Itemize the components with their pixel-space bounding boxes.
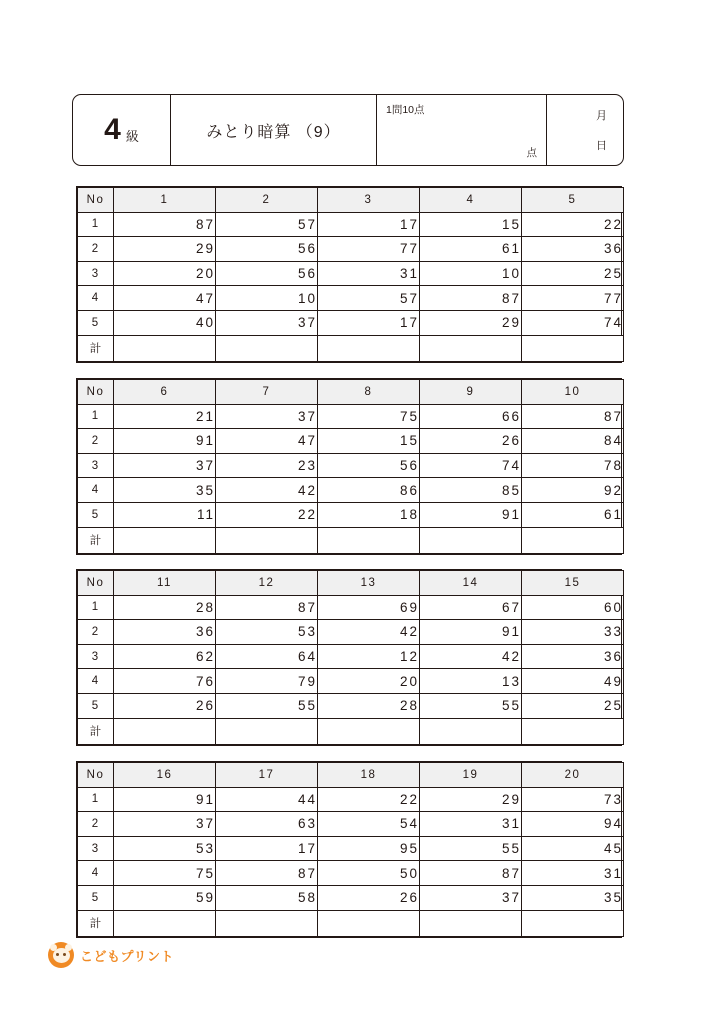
cell-value: 28 xyxy=(318,693,420,718)
table-row xyxy=(78,812,624,837)
table-header-row xyxy=(78,188,624,213)
grade-unit: 級 xyxy=(125,128,139,144)
cell-value: 31 xyxy=(318,261,420,286)
column-header: 1 xyxy=(114,188,216,213)
column-header: 8 xyxy=(318,380,420,405)
table-row xyxy=(78,453,624,478)
cell-value: 29 xyxy=(420,310,522,335)
bear-face-icon xyxy=(53,948,70,963)
cell-value: 29 xyxy=(420,787,522,812)
table-row xyxy=(78,620,624,645)
worksheet-header xyxy=(72,94,624,166)
cell-value: 87 xyxy=(420,286,522,311)
column-header: 15 xyxy=(522,571,624,596)
sum-answer-cell[interactable] xyxy=(318,718,420,744)
score-cell xyxy=(377,95,547,165)
cell-value: 57 xyxy=(318,286,420,311)
column-header: 10 xyxy=(522,380,624,405)
cell-value: 55 xyxy=(216,693,318,718)
cell-value: 36 xyxy=(522,644,624,669)
cell-value: 18 xyxy=(318,502,420,527)
cell-value: 47 xyxy=(114,286,216,311)
sum-answer-cell[interactable] xyxy=(114,335,216,361)
cell-value: 36 xyxy=(522,237,624,262)
sum-label: 計 xyxy=(78,718,114,744)
cell-value: 61 xyxy=(420,237,522,262)
cell-value: 59 xyxy=(114,885,216,910)
cell-value: 31 xyxy=(420,812,522,837)
no-header: No xyxy=(78,571,114,596)
footer-logo xyxy=(48,942,174,968)
sum-answer-cell[interactable] xyxy=(522,718,624,744)
cell-value: 29 xyxy=(114,237,216,262)
sum-row xyxy=(78,335,624,361)
cell-value: 85 xyxy=(420,478,522,503)
table-row xyxy=(78,669,624,694)
cell-value: 15 xyxy=(420,212,522,237)
cell-value: 84 xyxy=(522,429,624,454)
table-row xyxy=(78,787,624,812)
problem-block-4 xyxy=(76,761,622,938)
row-label: 4 xyxy=(78,669,114,694)
cell-value: 28 xyxy=(114,595,216,620)
cell-value: 21 xyxy=(114,404,216,429)
table-row xyxy=(78,429,624,454)
sum-row xyxy=(78,910,624,936)
table-row xyxy=(78,404,624,429)
table-row xyxy=(78,237,624,262)
column-header: 9 xyxy=(420,380,522,405)
problem-block-2 xyxy=(76,378,622,555)
cell-value: 37 xyxy=(114,812,216,837)
sum-answer-cell[interactable] xyxy=(420,527,522,553)
day-label: 日 xyxy=(596,140,607,152)
cell-value: 60 xyxy=(522,595,624,620)
no-header: No xyxy=(78,188,114,213)
sum-answer-cell[interactable] xyxy=(522,335,624,361)
cell-value: 87 xyxy=(114,212,216,237)
cell-value: 47 xyxy=(216,429,318,454)
cell-value: 31 xyxy=(522,861,624,886)
cell-value: 61 xyxy=(522,502,624,527)
sum-answer-cell[interactable] xyxy=(318,910,420,936)
column-header: 17 xyxy=(216,763,318,788)
row-label: 5 xyxy=(78,310,114,335)
row-label: 1 xyxy=(78,787,114,812)
sum-answer-cell[interactable] xyxy=(318,527,420,553)
sum-answer-cell[interactable] xyxy=(318,335,420,361)
cell-value: 26 xyxy=(318,885,420,910)
cell-value: 10 xyxy=(420,261,522,286)
problem-block-3 xyxy=(76,569,622,746)
cell-value: 67 xyxy=(420,595,522,620)
row-label: 1 xyxy=(78,595,114,620)
cell-value: 91 xyxy=(420,502,522,527)
sum-answer-cell[interactable] xyxy=(420,910,522,936)
date-cell xyxy=(547,95,623,165)
sum-answer-cell[interactable] xyxy=(114,527,216,553)
cell-value: 35 xyxy=(114,478,216,503)
table-header-row xyxy=(78,571,624,596)
table-row xyxy=(78,595,624,620)
sum-answer-cell[interactable] xyxy=(216,910,318,936)
logo-text: こどもプリント xyxy=(80,948,174,964)
cell-value: 53 xyxy=(216,620,318,645)
cell-value: 87 xyxy=(216,861,318,886)
cell-value: 37 xyxy=(420,885,522,910)
score-unit-label: 点 xyxy=(526,147,537,159)
cell-value: 91 xyxy=(420,620,522,645)
table-row xyxy=(78,286,624,311)
cell-value: 56 xyxy=(216,237,318,262)
sum-label: 計 xyxy=(78,335,114,361)
sum-answer-cell[interactable] xyxy=(216,718,318,744)
cell-value: 25 xyxy=(522,693,624,718)
row-label: 3 xyxy=(78,836,114,861)
row-label: 2 xyxy=(78,620,114,645)
sum-answer-cell[interactable] xyxy=(522,910,624,936)
cell-value: 74 xyxy=(522,310,624,335)
cell-value: 44 xyxy=(216,787,318,812)
cell-value: 56 xyxy=(318,453,420,478)
per-question-label: 1問10点 xyxy=(386,104,425,116)
cell-value: 22 xyxy=(318,787,420,812)
grade-cell xyxy=(73,95,171,165)
table-row xyxy=(78,502,624,527)
sum-answer-cell[interactable] xyxy=(114,910,216,936)
sum-row xyxy=(78,527,624,553)
column-header: 5 xyxy=(522,188,624,213)
cell-value: 95 xyxy=(318,836,420,861)
cell-value: 58 xyxy=(216,885,318,910)
cell-value: 45 xyxy=(522,836,624,861)
cell-value: 78 xyxy=(522,453,624,478)
cell-value: 15 xyxy=(318,429,420,454)
cell-value: 66 xyxy=(420,404,522,429)
column-header: 18 xyxy=(318,763,420,788)
cell-value: 87 xyxy=(216,595,318,620)
table-header-row xyxy=(78,763,624,788)
column-header: 12 xyxy=(216,571,318,596)
cell-value: 75 xyxy=(318,404,420,429)
table-row xyxy=(78,836,624,861)
row-label: 5 xyxy=(78,693,114,718)
problem-block-1 xyxy=(76,186,622,363)
row-label: 2 xyxy=(78,237,114,262)
cell-value: 91 xyxy=(114,429,216,454)
no-header: No xyxy=(78,380,114,405)
cell-value: 87 xyxy=(522,404,624,429)
column-header: 4 xyxy=(420,188,522,213)
sum-answer-cell[interactable] xyxy=(420,335,522,361)
cell-value: 36 xyxy=(114,620,216,645)
sum-answer-cell[interactable] xyxy=(114,718,216,744)
cell-value: 62 xyxy=(114,644,216,669)
cell-value: 26 xyxy=(114,693,216,718)
cell-value: 94 xyxy=(522,812,624,837)
cell-value: 64 xyxy=(216,644,318,669)
table-row xyxy=(78,478,624,503)
column-header: 7 xyxy=(216,380,318,405)
cell-value: 55 xyxy=(420,693,522,718)
sum-label: 計 xyxy=(78,527,114,553)
cell-value: 42 xyxy=(420,644,522,669)
table-row xyxy=(78,644,624,669)
column-header: 13 xyxy=(318,571,420,596)
cell-value: 54 xyxy=(318,812,420,837)
cell-value: 79 xyxy=(216,669,318,694)
cell-value: 57 xyxy=(216,212,318,237)
cell-value: 56 xyxy=(216,261,318,286)
column-header: 11 xyxy=(114,571,216,596)
cell-value: 37 xyxy=(216,404,318,429)
cell-value: 86 xyxy=(318,478,420,503)
sum-row xyxy=(78,718,624,744)
cell-value: 10 xyxy=(216,286,318,311)
column-header: 3 xyxy=(318,188,420,213)
cell-value: 22 xyxy=(522,212,624,237)
cell-value: 13 xyxy=(420,669,522,694)
cell-value: 92 xyxy=(522,478,624,503)
column-header: 20 xyxy=(522,763,624,788)
cell-value: 22 xyxy=(216,502,318,527)
cell-value: 42 xyxy=(216,478,318,503)
cell-value: 42 xyxy=(318,620,420,645)
cell-value: 91 xyxy=(114,787,216,812)
cell-value: 63 xyxy=(216,812,318,837)
row-label: 5 xyxy=(78,885,114,910)
month-label: 月 xyxy=(596,110,607,122)
cell-value: 73 xyxy=(522,787,624,812)
cell-value: 53 xyxy=(114,836,216,861)
row-label: 4 xyxy=(78,286,114,311)
cell-value: 87 xyxy=(420,861,522,886)
row-label: 3 xyxy=(78,453,114,478)
cell-value: 74 xyxy=(420,453,522,478)
cell-value: 12 xyxy=(318,644,420,669)
row-label: 2 xyxy=(78,429,114,454)
cell-value: 33 xyxy=(522,620,624,645)
cell-value: 37 xyxy=(114,453,216,478)
column-header: 19 xyxy=(420,763,522,788)
sum-answer-cell[interactable] xyxy=(216,527,318,553)
sum-label: 計 xyxy=(78,910,114,936)
grade-number: 4 xyxy=(104,113,121,146)
cell-value: 11 xyxy=(114,502,216,527)
table-row xyxy=(78,261,624,286)
row-label: 1 xyxy=(78,212,114,237)
cell-value: 37 xyxy=(216,310,318,335)
sum-answer-cell[interactable] xyxy=(522,527,624,553)
cell-value: 26 xyxy=(420,429,522,454)
sum-answer-cell[interactable] xyxy=(420,718,522,744)
table-header-row xyxy=(78,380,624,405)
table-row xyxy=(78,885,624,910)
column-header: 14 xyxy=(420,571,522,596)
column-header: 16 xyxy=(114,763,216,788)
no-header: No xyxy=(78,763,114,788)
cell-value: 49 xyxy=(522,669,624,694)
cell-value: 75 xyxy=(114,861,216,886)
row-label: 4 xyxy=(78,478,114,503)
cell-value: 55 xyxy=(420,836,522,861)
column-header: 2 xyxy=(216,188,318,213)
cell-value: 77 xyxy=(522,286,624,311)
row-label: 3 xyxy=(78,261,114,286)
bear-logo-icon xyxy=(48,942,74,968)
cell-value: 23 xyxy=(216,453,318,478)
row-label: 4 xyxy=(78,861,114,886)
row-label: 1 xyxy=(78,404,114,429)
cell-value: 17 xyxy=(216,836,318,861)
cell-value: 77 xyxy=(318,237,420,262)
cell-value: 20 xyxy=(318,669,420,694)
worksheet-title: みとり暗算 （9） xyxy=(171,95,377,165)
cell-value: 25 xyxy=(522,261,624,286)
row-label: 2 xyxy=(78,812,114,837)
row-label: 5 xyxy=(78,502,114,527)
table-row xyxy=(78,310,624,335)
cell-value: 76 xyxy=(114,669,216,694)
cell-value: 35 xyxy=(522,885,624,910)
sum-answer-cell[interactable] xyxy=(216,335,318,361)
cell-value: 50 xyxy=(318,861,420,886)
cell-value: 40 xyxy=(114,310,216,335)
table-row xyxy=(78,861,624,886)
row-label: 3 xyxy=(78,644,114,669)
table-row xyxy=(78,212,624,237)
cell-value: 17 xyxy=(318,310,420,335)
cell-value: 69 xyxy=(318,595,420,620)
cell-value: 17 xyxy=(318,212,420,237)
column-header: 6 xyxy=(114,380,216,405)
cell-value: 20 xyxy=(114,261,216,286)
table-row xyxy=(78,693,624,718)
